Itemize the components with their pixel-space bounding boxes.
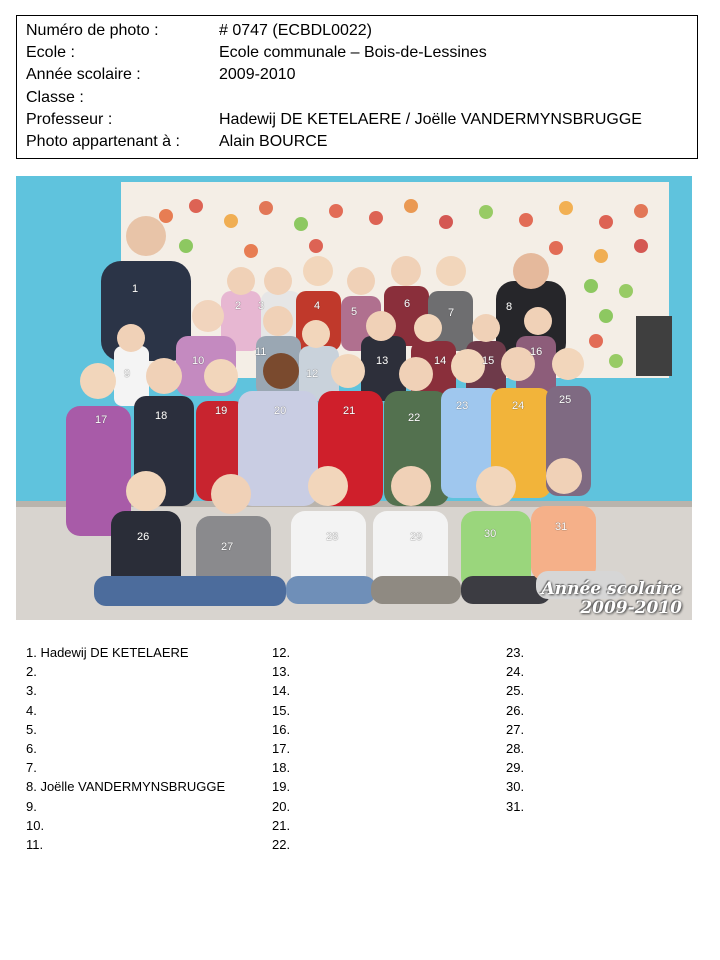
- list-item: 28.: [506, 741, 525, 757]
- info-label: Photo appartenant à :: [26, 133, 180, 150]
- class-photo-illustration: [16, 176, 692, 620]
- photo-number-7: 7: [448, 307, 455, 319]
- photo-number-24: 24: [512, 400, 525, 412]
- info-value: Hadewij DE KETELAERE / Joëlle VANDERMYNSBRUGGE: [219, 111, 642, 128]
- photo-number-27: 27: [221, 541, 234, 553]
- info-value: Ecole communale – Bois-de-Lessines: [219, 44, 487, 61]
- photo-number-31: 31: [555, 521, 568, 533]
- list-item: 31.: [506, 798, 525, 814]
- info-label: Ecole :: [26, 44, 75, 61]
- list-item: 7.: [26, 760, 37, 776]
- photo-number-6: 6: [404, 298, 411, 310]
- photo-number-12: 12: [306, 368, 319, 380]
- photo-number-20: 20: [274, 405, 287, 417]
- photo-number-28: 28: [326, 531, 339, 543]
- list-item: 27.: [506, 721, 525, 737]
- list-item: 24.: [506, 664, 525, 680]
- photo-number-13: 13: [376, 355, 389, 367]
- photo-number-10: 10: [192, 355, 205, 367]
- photo-number-21: 21: [343, 405, 356, 417]
- photo-number-30: 30: [484, 528, 497, 540]
- caption-line-1: Année scolaire: [541, 579, 682, 599]
- list-item: 6.: [26, 741, 37, 757]
- list-item: 10.: [26, 817, 45, 833]
- list-item: 17.: [272, 741, 291, 757]
- photo-number-5: 5: [351, 306, 358, 318]
- list-item: 18.: [272, 760, 291, 776]
- info-value: Alain BOURCE: [219, 133, 328, 150]
- list-item: 2.: [26, 664, 37, 680]
- list-item: 3.: [26, 683, 37, 699]
- name-list-column-3: [506, 643, 524, 816]
- photo-info-box: [16, 15, 698, 159]
- photo-number-23: 23: [456, 400, 469, 412]
- photo-number-14: 14: [434, 355, 447, 367]
- info-label: Année scolaire :: [26, 66, 141, 83]
- list-item: 25.: [506, 683, 525, 699]
- photo-number-4: 4: [314, 300, 321, 312]
- photo-caption: [542, 580, 682, 618]
- name-list-column-1: [26, 643, 225, 854]
- list-item: 13.: [272, 664, 291, 680]
- list-item: 21.: [272, 817, 291, 833]
- list-item: 29.: [506, 760, 525, 776]
- photo-number-26: 26: [137, 531, 150, 543]
- list-item: 30.: [506, 779, 525, 795]
- list-item: 14.: [272, 683, 291, 699]
- name-list-column-2: [272, 643, 290, 854]
- photo-number-18: 18: [155, 410, 168, 422]
- info-label: Numéro de photo :: [26, 22, 159, 39]
- photo-number-11: 11: [255, 346, 267, 358]
- photo-number-29: 29: [410, 531, 423, 543]
- photo-number-22: 22: [408, 412, 421, 424]
- info-value: 2009-2010: [219, 66, 296, 83]
- info-value: # 0747 (ECBDL0022): [219, 22, 372, 39]
- list-item: 20.: [272, 798, 291, 814]
- info-label: Professeur :: [26, 111, 113, 128]
- info-label: Classe :: [26, 89, 84, 106]
- photo-number-19: 19: [215, 405, 228, 417]
- list-item: 16.: [272, 721, 291, 737]
- photo-number-3: 3: [258, 300, 265, 312]
- photo-number-1: 1: [132, 283, 139, 295]
- photo-number-25: 25: [559, 394, 572, 406]
- photo-number-8: 8: [506, 301, 513, 313]
- photo-number-16: 16: [530, 346, 543, 358]
- list-item: 5.: [26, 721, 37, 737]
- list-item: 19.: [272, 779, 291, 795]
- list-item: 12.: [272, 645, 291, 660]
- list-item: 23.: [506, 645, 525, 660]
- list-item: 15.: [272, 702, 291, 718]
- list-item: 4.: [26, 702, 37, 718]
- caption-line-2: 2009-2010: [580, 598, 682, 618]
- list-item: 1. Hadewij DE KETELAERE: [26, 645, 189, 660]
- list-item: 8. Joëlle VANDERMYNSBRUGGE: [26, 779, 226, 795]
- photo-number-9: 9: [124, 368, 131, 380]
- photo-number-2: 2: [235, 300, 242, 312]
- list-item: 26.: [506, 702, 525, 718]
- photo-number-17: 17: [95, 414, 108, 426]
- list-item: 9.: [26, 798, 37, 814]
- list-item: 11.: [26, 837, 44, 853]
- list-item: 22.: [272, 837, 291, 853]
- photo-number-15: 15: [482, 355, 495, 367]
- class-photo: [16, 176, 692, 620]
